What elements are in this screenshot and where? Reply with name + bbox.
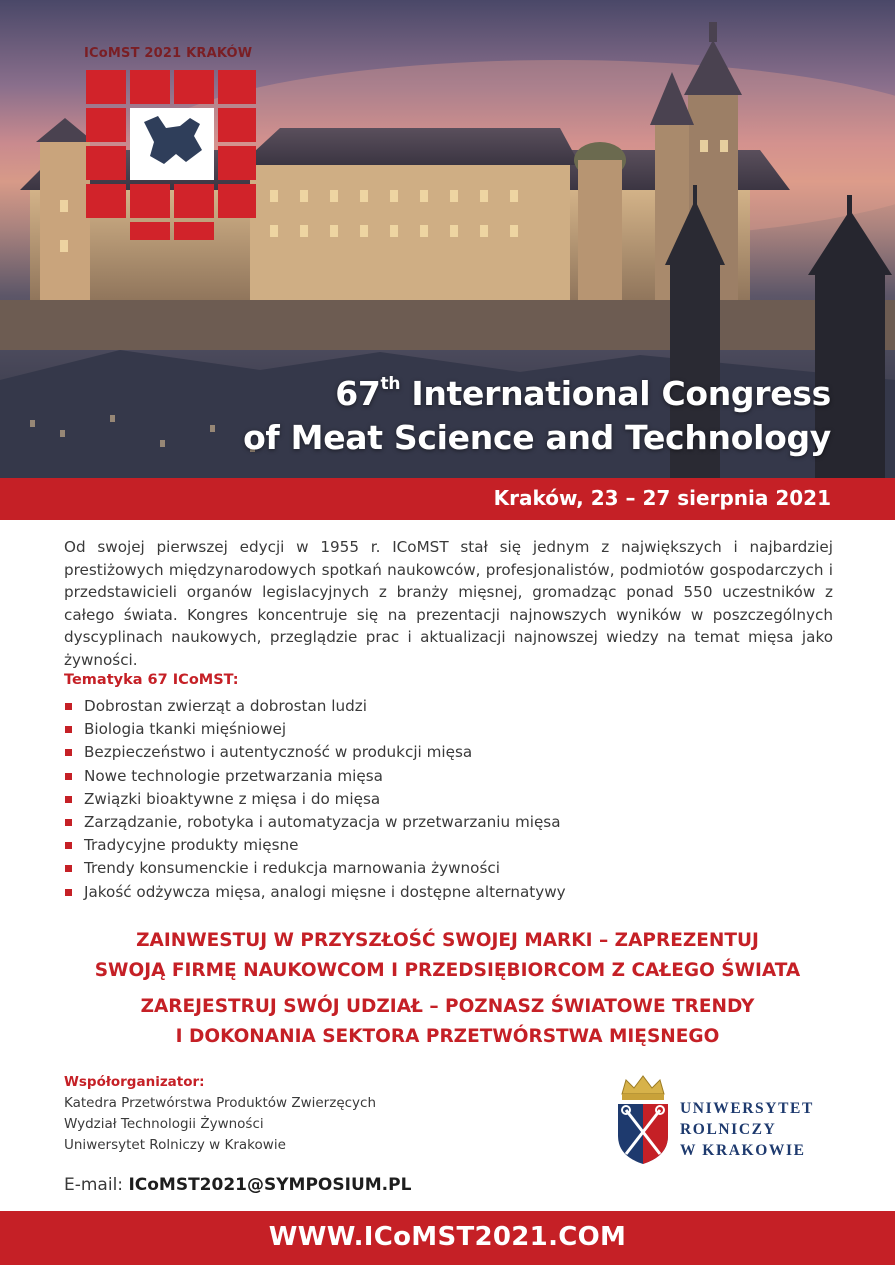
email-label: E-mail: xyxy=(64,1175,129,1195)
hero-banner xyxy=(0,0,895,478)
university-crest-icon xyxy=(612,1074,674,1166)
bullet-square-icon xyxy=(65,703,72,710)
list-item: Trendy konsumenckie i redukcja marnowania żywności xyxy=(64,857,566,880)
list-item: Bezpieczeństwo i autentyczność w produkcji mięsa xyxy=(64,741,566,764)
list-item: Jakość odżywcza mięsa, analogi mięsne i dostępne alternatywy xyxy=(64,881,566,904)
topics-title: Tematyka 67 ICoMST: xyxy=(64,672,239,688)
bullet-square-icon xyxy=(65,773,72,780)
date-location-text: Kraków, 23 – 27 sierpnia 2021 xyxy=(493,486,831,510)
bullet-square-icon xyxy=(65,889,72,896)
bullet-square-icon xyxy=(65,819,72,826)
edition-ordinal: th xyxy=(380,374,401,394)
website-link[interactable]: WWW.ICoMST2021.COM xyxy=(268,1222,627,1252)
edition-number: 67 xyxy=(335,374,381,413)
register-call-to-action: ZAREJESTRUJ SWÓJ UDZIAŁ – POZNASZ ŚWIATOWE TRENDY I DOKONANIA SEKTORA PRZETWÓRSTWA MIĘSNEGO xyxy=(140,996,755,1047)
title-line2: of Meat Science and Technology xyxy=(243,418,831,457)
email-address-link[interactable]: ICoMST2021@SYMPOSIUM.PL xyxy=(128,1175,412,1195)
invest-call-to-action: ZAINWESTUJ W PRZYSZŁOŚĆ SWOJEJ MARKI – ZAPREZENTUJ SWOJĄ FIRMĘ NAUKOWCOM I PRZEDSIĘBIORCOM Z CAŁEGO ŚWIATA xyxy=(94,930,801,981)
coorganizer-university: Uniwersytet Rolniczy w Krakowie xyxy=(64,1137,286,1153)
bullet-square-icon xyxy=(65,749,72,756)
university-name: UNIWERSYTET ROLNICZY W KRAKOWIE xyxy=(680,1100,814,1159)
intro-paragraph: Od swojej pierwszej edycji w 1955 r. ICoMST stał się jednym z największych i najbardziej prestiżowych międzynarodowych spotkań naukowców, profesjonalistów, podmiotów gospodarczych i przedstawicieli organów legislacyjnych z branży mięsnej, gromadząc ponad 550 uczestników z całego świata. Kongres koncentruje się na prezentacji najnowszych wyników w poszczególnych dyscyplinach naukowych, przeglądzie prac i aktualizacji najnowszej wiedzy na temat mięsa jako żywności. xyxy=(64,538,833,669)
coorganizer-department: Katedra Przetwórstwa Produktów Zwierzęcych xyxy=(64,1095,377,1111)
congress-title xyxy=(243,372,831,460)
list-item: Dobrostan zwierząt a dobrostan ludzi xyxy=(64,695,566,718)
logo-grid-mark xyxy=(86,70,258,240)
coorganizer-title: Współorganizator: xyxy=(64,1074,205,1090)
list-item: Tradycyjne produkty mięsne xyxy=(64,834,566,857)
date-band xyxy=(0,478,895,520)
icomst-logo xyxy=(84,42,264,242)
logo-label: ICoMST 2021 KRAKÓW xyxy=(84,46,253,61)
bullet-square-icon xyxy=(65,842,72,849)
bullet-square-icon xyxy=(65,865,72,872)
bullet-square-icon xyxy=(65,796,72,803)
university-logo xyxy=(612,1072,842,1172)
footer-band xyxy=(0,1211,895,1265)
bullet-square-icon xyxy=(65,726,72,733)
coorganizer-block xyxy=(64,1072,376,1156)
topics-list xyxy=(64,695,566,904)
list-item: Związki bioaktywne z mięsa i do mięsa xyxy=(64,788,566,811)
email-line xyxy=(64,1175,411,1195)
coorganizer-faculty: Wydział Technologii Żywności xyxy=(64,1116,264,1132)
list-item: Biologia tkanki mięśniowej xyxy=(64,718,566,741)
title-line1: International Congress xyxy=(400,374,831,413)
list-item: Nowe technologie przetwarzania mięsa xyxy=(64,765,566,788)
list-item: Zarządzanie, robotyka i automatyzacja w przetwarzaniu mięsa xyxy=(64,811,566,834)
